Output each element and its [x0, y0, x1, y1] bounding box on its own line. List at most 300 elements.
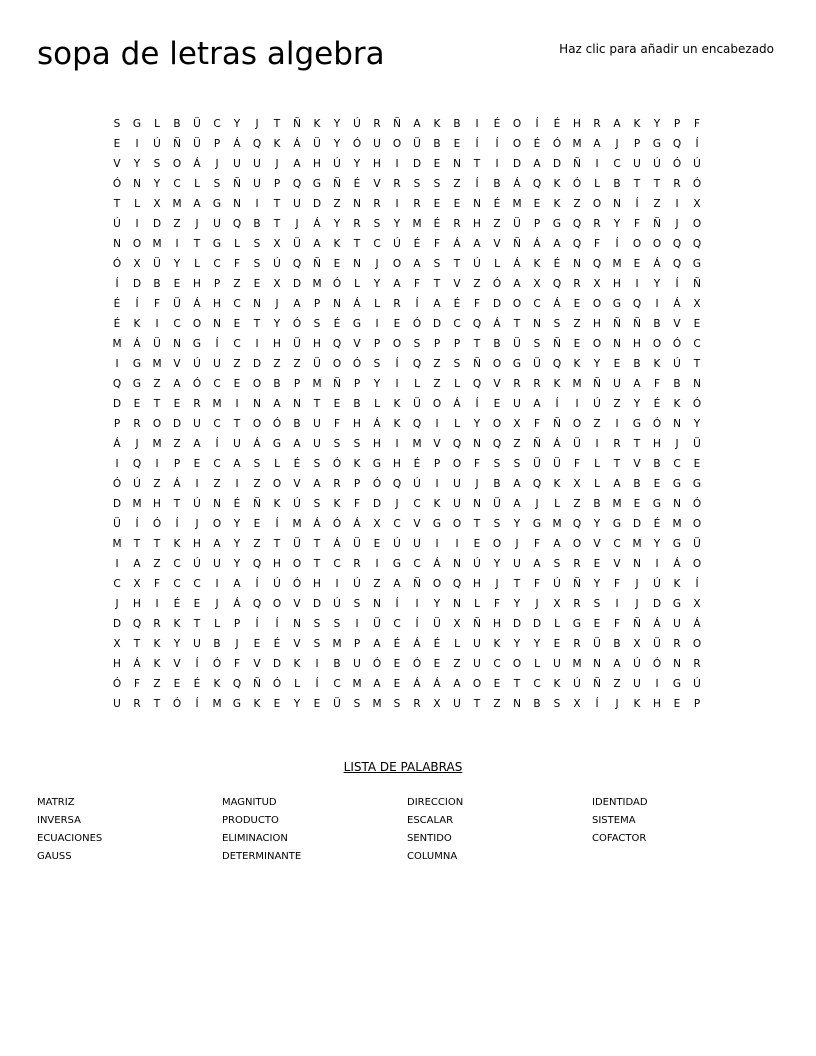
grid-letter[interactable]: L	[274, 458, 280, 470]
grid-letter[interactable]: Ñ	[533, 438, 541, 450]
grid-letter[interactable]: Ü	[173, 298, 181, 310]
grid-letter[interactable]: Y	[233, 538, 241, 550]
grid-letter[interactable]: P	[353, 638, 361, 650]
grid-letter[interactable]: K	[433, 498, 441, 510]
grid-letter[interactable]: E	[313, 698, 321, 710]
grid-letter[interactable]: J	[295, 218, 299, 230]
grid-letter[interactable]: Í	[475, 138, 479, 150]
grid-letter[interactable]: É	[353, 178, 361, 190]
grid-letter[interactable]: X	[573, 698, 581, 710]
grid-letter[interactable]: M	[572, 658, 582, 670]
grid-letter[interactable]: Q	[292, 258, 302, 270]
grid-letter[interactable]: H	[313, 338, 321, 350]
grid-letter[interactable]: M	[152, 438, 162, 450]
grid-letter[interactable]: T	[513, 318, 521, 330]
grid-letter[interactable]: B	[613, 638, 621, 650]
grid-letter[interactable]: L	[454, 638, 460, 650]
grid-letter[interactable]: T	[193, 238, 201, 250]
grid-letter[interactable]: L	[414, 378, 420, 390]
grid-letter[interactable]: H	[193, 278, 201, 290]
grid-letter[interactable]: B	[213, 638, 221, 650]
grid-letter[interactable]: K	[293, 658, 301, 670]
grid-letter[interactable]: C	[213, 378, 221, 390]
grid-letter[interactable]: T	[173, 498, 181, 510]
grid-letter[interactable]: Ú	[693, 158, 701, 170]
grid-letter[interactable]: M	[152, 358, 162, 370]
grid-letter[interactable]: O	[292, 558, 302, 570]
grid-letter[interactable]: Y	[513, 638, 521, 650]
grid-letter[interactable]: X	[453, 618, 461, 630]
grid-letter[interactable]: Q	[572, 238, 582, 250]
grid-letter[interactable]: A	[313, 238, 321, 250]
grid-letter[interactable]: Z	[153, 378, 161, 390]
grid-letter[interactable]: T	[133, 638, 141, 650]
grid-letter[interactable]: Í	[475, 178, 479, 190]
grid-letter[interactable]: P	[313, 298, 321, 310]
grid-letter[interactable]: M	[312, 378, 322, 390]
grid-letter[interactable]: Í	[695, 578, 699, 590]
grid-letter[interactable]: Ü	[653, 638, 661, 650]
grid-letter[interactable]: Ü	[373, 618, 381, 630]
grid-letter[interactable]: R	[393, 298, 401, 310]
grid-letter[interactable]: I	[135, 218, 139, 230]
grid-letter[interactable]: A	[533, 558, 541, 570]
grid-letter[interactable]: B	[493, 478, 501, 490]
grid-letter[interactable]: D	[632, 518, 642, 530]
grid-letter[interactable]: G	[372, 458, 382, 470]
grid-letter[interactable]: H	[633, 338, 641, 350]
grid-letter[interactable]: M	[632, 538, 642, 550]
grid-letter[interactable]: Á	[673, 558, 681, 570]
grid-letter[interactable]: Y	[593, 578, 601, 590]
grid-letter[interactable]: R	[673, 178, 681, 190]
grid-letter[interactable]: Ú	[353, 118, 361, 130]
grid-letter[interactable]: E	[113, 138, 121, 150]
grid-letter[interactable]: É	[493, 198, 501, 210]
grid-letter[interactable]: P	[213, 278, 221, 290]
grid-letter[interactable]: O	[252, 418, 262, 430]
grid-letter[interactable]: E	[173, 398, 181, 410]
grid-letter[interactable]: Á	[313, 518, 321, 530]
grid-letter[interactable]: U	[253, 178, 261, 190]
grid-letter[interactable]: F	[533, 578, 541, 590]
grid-letter[interactable]: L	[594, 478, 600, 490]
grid-letter[interactable]: L	[154, 118, 160, 130]
grid-letter[interactable]: Ó	[412, 318, 422, 330]
grid-letter[interactable]: V	[453, 278, 461, 290]
grid-letter[interactable]: Á	[353, 518, 361, 530]
grid-letter[interactable]: Ó	[212, 658, 222, 670]
grid-letter[interactable]: Y	[533, 638, 541, 650]
grid-letter[interactable]: O	[512, 298, 522, 310]
grid-letter[interactable]: C	[173, 558, 181, 570]
grid-letter[interactable]: C	[613, 538, 621, 550]
grid-letter[interactable]: I	[155, 318, 159, 330]
grid-letter[interactable]: F	[473, 458, 481, 470]
grid-letter[interactable]: P	[113, 418, 121, 430]
grid-letter[interactable]: I	[635, 278, 639, 290]
grid-letter[interactable]: Y	[373, 378, 381, 390]
grid-letter[interactable]: Q	[232, 218, 242, 230]
grid-letter[interactable]: T	[153, 698, 161, 710]
grid-letter[interactable]: A	[413, 258, 421, 270]
grid-letter[interactable]: M	[572, 138, 582, 150]
grid-letter[interactable]: É	[493, 118, 501, 130]
grid-letter[interactable]: C	[113, 578, 121, 590]
grid-letter[interactable]: Z	[233, 358, 241, 370]
grid-letter[interactable]: A	[133, 558, 141, 570]
grid-letter[interactable]: C	[413, 498, 421, 510]
grid-letter[interactable]: S	[313, 638, 321, 650]
grid-letter[interactable]: H	[373, 438, 381, 450]
grid-letter[interactable]: Q	[132, 618, 142, 630]
grid-letter[interactable]: X	[373, 518, 381, 530]
grid-letter[interactable]: U	[313, 438, 321, 450]
grid-letter[interactable]: A	[553, 538, 561, 550]
grid-letter[interactable]: Q	[232, 678, 242, 690]
grid-letter[interactable]: Ñ	[173, 138, 181, 150]
grid-letter[interactable]: I	[435, 418, 439, 430]
grid-letter[interactable]: Ó	[412, 658, 422, 670]
grid-letter[interactable]: Q	[492, 438, 502, 450]
grid-letter[interactable]: Á	[453, 238, 461, 250]
grid-letter[interactable]: E	[273, 698, 281, 710]
grid-letter[interactable]: L	[454, 378, 460, 390]
grid-letter[interactable]: B	[173, 118, 181, 130]
grid-letter[interactable]: H	[113, 658, 121, 670]
grid-letter[interactable]: S	[593, 598, 601, 610]
grid-letter[interactable]: H	[373, 158, 381, 170]
grid-letter[interactable]: Z	[573, 198, 581, 210]
grid-letter[interactable]: S	[333, 438, 341, 450]
grid-letter[interactable]: D	[312, 198, 322, 210]
grid-letter[interactable]: P	[693, 698, 701, 710]
grid-letter[interactable]: R	[673, 638, 681, 650]
grid-letter[interactable]: K	[653, 358, 661, 370]
grid-letter[interactable]: Z	[153, 678, 161, 690]
grid-letter[interactable]: Q	[672, 138, 682, 150]
grid-letter[interactable]: C	[373, 238, 381, 250]
grid-letter[interactable]: M	[552, 518, 562, 530]
grid-letter[interactable]: N	[613, 198, 621, 210]
grid-letter[interactable]: D	[652, 598, 662, 610]
grid-letter[interactable]: F	[353, 498, 361, 510]
grid-letter[interactable]: E	[673, 698, 681, 710]
grid-letter[interactable]: Ó	[272, 678, 282, 690]
grid-letter[interactable]: C	[233, 338, 241, 350]
grid-letter[interactable]: F	[233, 658, 241, 670]
grid-letter[interactable]: M	[612, 258, 622, 270]
grid-letter[interactable]: N	[473, 438, 481, 450]
grid-letter[interactable]: D	[172, 418, 182, 430]
grid-letter[interactable]: I	[595, 158, 599, 170]
grid-letter[interactable]: V	[493, 378, 501, 390]
grid-letter[interactable]: D	[372, 498, 382, 510]
grid-letter[interactable]: Q	[552, 358, 562, 370]
grid-letter[interactable]: K	[273, 138, 281, 150]
grid-letter[interactable]: M	[292, 518, 302, 530]
grid-letter[interactable]: C	[533, 298, 541, 310]
grid-letter[interactable]: I	[115, 358, 119, 370]
grid-letter[interactable]: O	[272, 598, 282, 610]
grid-letter[interactable]: P	[353, 378, 361, 390]
grid-letter[interactable]: Z	[253, 478, 261, 490]
grid-letter[interactable]: Ó	[332, 278, 342, 290]
grid-letter[interactable]: Í	[255, 578, 259, 590]
grid-letter[interactable]: Ü	[693, 538, 701, 550]
grid-letter[interactable]: Á	[553, 298, 561, 310]
grid-letter[interactable]: O	[192, 318, 202, 330]
grid-letter[interactable]: R	[533, 378, 541, 390]
grid-letter[interactable]: F	[633, 218, 641, 230]
grid-letter[interactable]: I	[315, 658, 319, 670]
grid-letter[interactable]: O	[132, 238, 142, 250]
grid-letter[interactable]: Ó	[352, 358, 362, 370]
grid-letter[interactable]: I	[655, 298, 659, 310]
grid-letter[interactable]: E	[333, 398, 341, 410]
grid-letter[interactable]: Y	[233, 518, 241, 530]
grid-letter[interactable]: F	[433, 238, 441, 250]
grid-letter[interactable]: I	[235, 398, 239, 410]
grid-letter[interactable]: Í	[195, 658, 199, 670]
grid-letter[interactable]: H	[393, 458, 401, 470]
grid-letter[interactable]: K	[553, 678, 561, 690]
grid-letter[interactable]: N	[213, 498, 221, 510]
grid-letter[interactable]: K	[673, 578, 681, 590]
grid-letter[interactable]: G	[692, 478, 702, 490]
grid-letter[interactable]: Q	[532, 178, 542, 190]
grid-letter[interactable]: B	[593, 498, 601, 510]
grid-letter[interactable]: P	[453, 338, 461, 350]
grid-letter[interactable]: Y	[173, 638, 181, 650]
grid-letter[interactable]: V	[293, 638, 301, 650]
grid-letter[interactable]: Z	[173, 438, 181, 450]
grid-letter[interactable]: A	[213, 538, 221, 550]
grid-letter[interactable]: Á	[373, 418, 381, 430]
grid-letter[interactable]: E	[193, 598, 201, 610]
grid-letter[interactable]: U	[253, 158, 261, 170]
grid-letter[interactable]: V	[413, 518, 421, 530]
grid-letter[interactable]: V	[113, 158, 121, 170]
grid-letter[interactable]: Ó	[112, 678, 122, 690]
grid-letter[interactable]: C	[233, 298, 241, 310]
grid-letter[interactable]: S	[553, 558, 561, 570]
grid-letter[interactable]: J	[235, 638, 239, 650]
grid-letter[interactable]: N	[533, 318, 541, 330]
grid-letter[interactable]: U	[313, 418, 321, 430]
grid-letter[interactable]: Q	[632, 298, 642, 310]
grid-letter[interactable]: H	[353, 418, 361, 430]
grid-letter[interactable]: C	[173, 578, 181, 590]
grid-letter[interactable]: S	[313, 498, 321, 510]
grid-letter[interactable]: Z	[253, 538, 261, 550]
grid-letter[interactable]: Í	[415, 618, 419, 630]
grid-letter[interactable]: O	[272, 478, 282, 490]
grid-letter[interactable]: B	[333, 658, 341, 670]
grid-letter[interactable]: S	[213, 178, 221, 190]
grid-letter[interactable]: Ü	[493, 498, 501, 510]
grid-letter[interactable]: E	[693, 318, 701, 330]
grid-letter[interactable]: B	[273, 378, 281, 390]
grid-letter[interactable]: R	[353, 558, 361, 570]
grid-letter[interactable]: A	[293, 298, 301, 310]
grid-letter[interactable]: Z	[513, 438, 521, 450]
grid-letter[interactable]: F	[573, 458, 581, 470]
grid-letter[interactable]: Ú	[693, 678, 701, 690]
grid-letter[interactable]: V	[633, 458, 641, 470]
grid-letter[interactable]: K	[673, 398, 681, 410]
grid-letter[interactable]: Z	[593, 418, 601, 430]
grid-letter[interactable]: D	[552, 158, 562, 170]
grid-letter[interactable]: S	[493, 518, 501, 530]
grid-letter[interactable]: I	[155, 458, 159, 470]
grid-letter[interactable]: D	[112, 618, 122, 630]
grid-letter[interactable]: Í	[535, 118, 539, 130]
grid-letter[interactable]: E	[393, 658, 401, 670]
grid-letter[interactable]: Y	[333, 138, 341, 150]
grid-letter[interactable]: E	[253, 518, 261, 530]
grid-letter[interactable]: Á	[673, 298, 681, 310]
grid-letter[interactable]: A	[233, 578, 241, 590]
grid-letter[interactable]: C	[193, 578, 201, 590]
grid-letter[interactable]: Ó	[352, 138, 362, 150]
grid-letter[interactable]: D	[152, 218, 162, 230]
grid-letter[interactable]: E	[453, 198, 461, 210]
grid-letter[interactable]: Q	[532, 478, 542, 490]
grid-letter[interactable]: Á	[453, 398, 461, 410]
grid-letter[interactable]: J	[535, 498, 539, 510]
grid-letter[interactable]: Ó	[652, 418, 662, 430]
grid-letter[interactable]: Ó	[332, 518, 342, 530]
grid-letter[interactable]: Á	[553, 438, 561, 450]
grid-letter[interactable]: V	[293, 598, 301, 610]
grid-letter[interactable]: Y	[593, 358, 601, 370]
grid-letter[interactable]: Á	[693, 618, 701, 630]
grid-letter[interactable]: Z	[233, 278, 241, 290]
grid-letter[interactable]: Í	[595, 698, 599, 710]
grid-letter[interactable]: B	[653, 458, 661, 470]
grid-letter[interactable]: É	[113, 298, 121, 310]
grid-letter[interactable]: S	[413, 178, 421, 190]
grid-letter[interactable]: O	[332, 358, 342, 370]
grid-letter[interactable]: Ó	[152, 518, 162, 530]
grid-letter[interactable]: Y	[293, 698, 301, 710]
grid-letter[interactable]: O	[492, 358, 502, 370]
grid-letter[interactable]: M	[672, 518, 682, 530]
grid-letter[interactable]: M	[212, 698, 222, 710]
grid-letter[interactable]: É	[433, 638, 441, 650]
grid-letter[interactable]: Ñ	[293, 118, 301, 130]
grid-letter[interactable]: Ú	[353, 578, 361, 590]
grid-letter[interactable]: I	[395, 378, 399, 390]
grid-letter[interactable]: E	[433, 658, 441, 670]
grid-letter[interactable]: I	[595, 438, 599, 450]
grid-letter[interactable]: Q	[672, 258, 682, 270]
grid-letter[interactable]: J	[495, 578, 499, 590]
grid-letter[interactable]: E	[573, 298, 581, 310]
grid-letter[interactable]: A	[393, 578, 401, 590]
grid-letter[interactable]: Y	[473, 418, 481, 430]
grid-letter[interactable]: O	[592, 198, 602, 210]
grid-letter[interactable]: N	[213, 318, 221, 330]
grid-letter[interactable]: I	[575, 398, 579, 410]
grid-letter[interactable]: N	[473, 198, 481, 210]
grid-letter[interactable]: Ü	[533, 458, 541, 470]
grid-letter[interactable]: É	[113, 318, 121, 330]
grid-letter[interactable]: N	[373, 598, 381, 610]
grid-letter[interactable]: G	[672, 538, 682, 550]
grid-letter[interactable]: G	[672, 478, 682, 490]
grid-letter[interactable]: O	[512, 138, 522, 150]
grid-letter[interactable]: Z	[173, 218, 181, 230]
grid-letter[interactable]: D	[432, 318, 442, 330]
grid-letter[interactable]: T	[153, 398, 161, 410]
grid-letter[interactable]: O	[392, 338, 402, 350]
grid-letter[interactable]: I	[495, 158, 499, 170]
grid-letter[interactable]: N	[233, 198, 241, 210]
grid-letter[interactable]: A	[293, 438, 301, 450]
grid-letter[interactable]: T	[273, 118, 281, 130]
grid-letter[interactable]: K	[553, 178, 561, 190]
grid-letter[interactable]: Ñ	[413, 578, 421, 590]
grid-letter[interactable]: O	[492, 418, 502, 430]
grid-letter[interactable]: Ó	[332, 458, 342, 470]
grid-letter[interactable]: Á	[653, 618, 661, 630]
grid-letter[interactable]: Á	[113, 438, 121, 450]
grid-letter[interactable]: I	[435, 538, 439, 550]
grid-letter[interactable]: L	[374, 298, 380, 310]
grid-letter[interactable]: G	[212, 198, 222, 210]
grid-letter[interactable]: T	[113, 198, 121, 210]
grid-letter[interactable]: M	[212, 398, 222, 410]
grid-letter[interactable]: J	[195, 218, 199, 230]
grid-letter[interactable]: D	[272, 658, 282, 670]
grid-letter[interactable]: Ó	[272, 418, 282, 430]
grid-letter[interactable]: G	[212, 238, 222, 250]
grid-letter[interactable]: Y	[693, 418, 701, 430]
grid-letter[interactable]: G	[612, 298, 622, 310]
grid-letter[interactable]: X	[633, 638, 641, 650]
grid-letter[interactable]: S	[433, 178, 441, 190]
grid-letter[interactable]: I	[355, 618, 359, 630]
grid-letter[interactable]: Á	[513, 178, 521, 190]
grid-letter[interactable]: O	[472, 678, 482, 690]
grid-letter[interactable]: G	[192, 338, 202, 350]
grid-letter[interactable]: A	[533, 158, 541, 170]
grid-letter[interactable]: H	[653, 438, 661, 450]
grid-letter[interactable]: S	[373, 218, 381, 230]
grid-letter[interactable]: L	[234, 238, 240, 250]
grid-letter[interactable]: M	[412, 438, 422, 450]
grid-letter[interactable]: Ü	[413, 138, 421, 150]
grid-letter[interactable]: F	[593, 238, 601, 250]
grid-letter[interactable]: É	[433, 218, 441, 230]
grid-letter[interactable]: A	[553, 238, 561, 250]
grid-letter[interactable]: C	[333, 678, 341, 690]
grid-letter[interactable]: C	[213, 418, 221, 430]
grid-letter[interactable]: G	[432, 518, 442, 530]
grid-letter[interactable]: O	[512, 118, 522, 130]
grid-letter[interactable]: R	[153, 618, 161, 630]
grid-letter[interactable]: I	[395, 158, 399, 170]
grid-letter[interactable]: L	[594, 178, 600, 190]
grid-letter[interactable]: Ñ	[573, 158, 581, 170]
grid-letter[interactable]: U	[113, 698, 121, 710]
grid-letter[interactable]: E	[173, 678, 181, 690]
grid-letter[interactable]: A	[313, 478, 321, 490]
grid-letter[interactable]: Q	[572, 218, 582, 230]
grid-letter[interactable]: B	[293, 418, 301, 430]
